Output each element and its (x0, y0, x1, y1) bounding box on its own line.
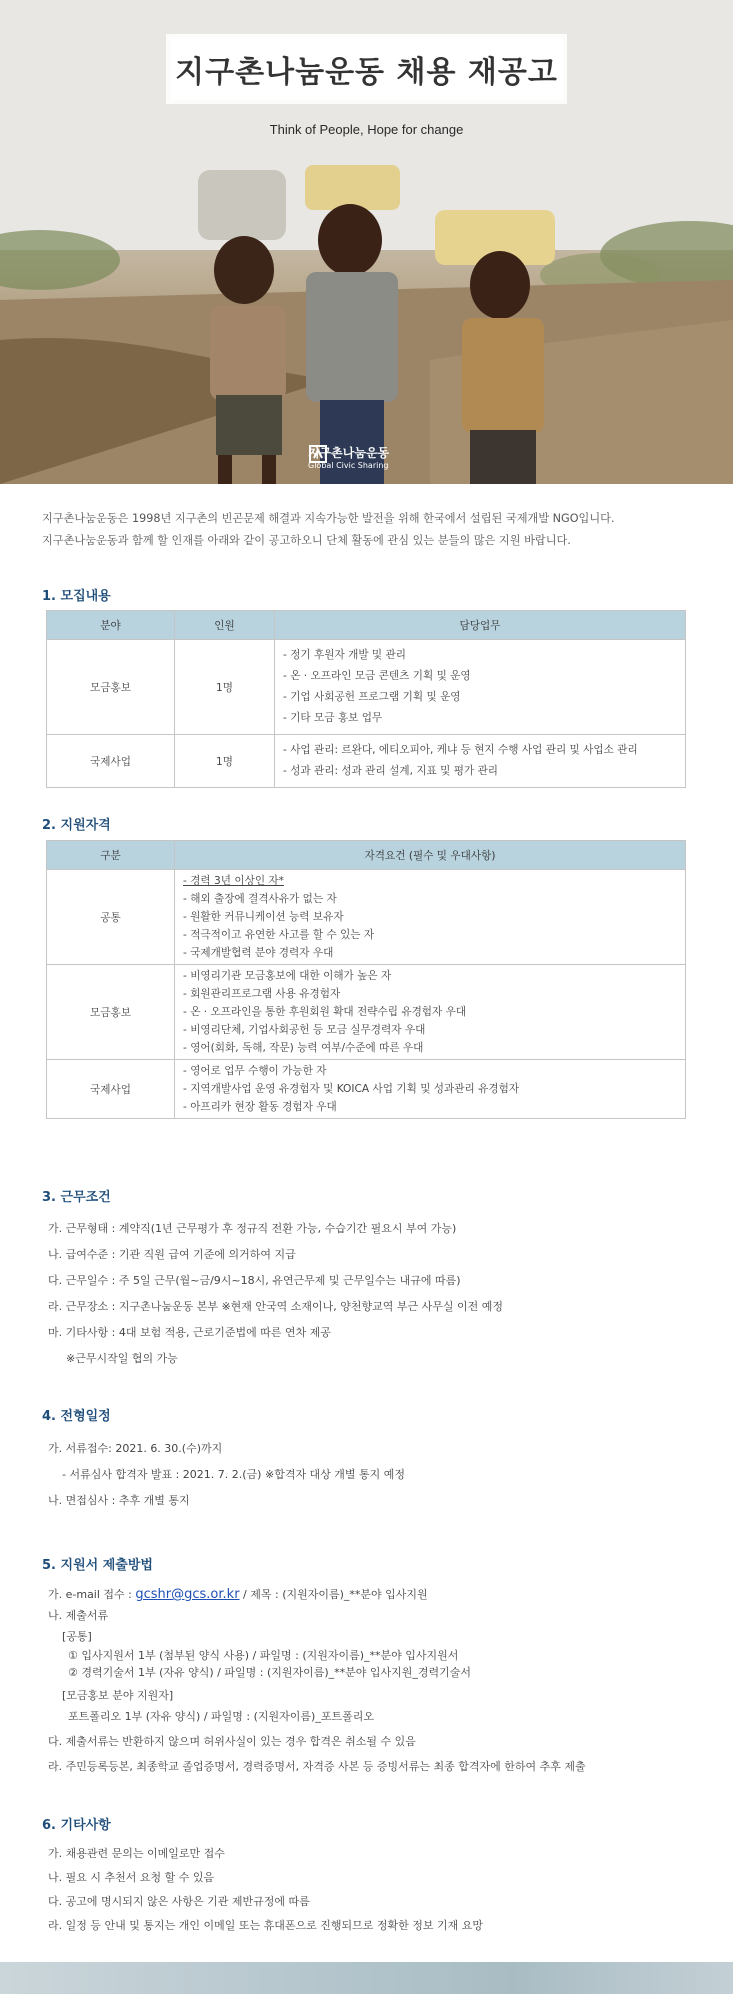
common-doc-1: ① 입사지원서 1부 (첨부된 양식 사용) / 파일명 : (지원자이름)_**분야 입사지원서 (68, 1649, 459, 1662)
footer-band (0, 1962, 733, 1994)
other-item: 라. 일정 등 안내 및 통지는 개인 이메일 또는 휴대폰으로 진행되므로 정확한 정보 기재 요망 (48, 1919, 483, 1932)
req-item: - 온 · 오프라인을 통한 후원회원 확대 전략수립 유경험자 우대 (183, 1006, 467, 1018)
duty-item: - 사업 관리: 르완다, 에티오피아, 케냐 등 현지 수행 사업 관리 및 사업소 관리 (283, 744, 638, 756)
req-item: - 경력 3년 이상인 자* (183, 875, 284, 887)
org-logo (308, 444, 389, 470)
page-title: 지구촌나눔운동 채용 재공고 (175, 55, 558, 90)
docs-label: 나. 제출서류 (48, 1609, 109, 1622)
submission-email-line (48, 1584, 586, 1605)
intro-line: 지구촌나눔운동과 함께 할 인재를 아래와 같이 공고하오니 단체 활동에 관심 있는 분들의 많은 지원 바랍니다. (42, 534, 571, 547)
other-item: 가. 채용관련 문의는 이메일로만 접수 (48, 1847, 225, 1860)
condition-item: 가. 근무형태 : 계약직(1년 근무평가 후 정규직 전환 가능, 수습기간 필요시 부여 가능) (48, 1222, 457, 1235)
duty-item: - 기업 사회공헌 프로그램 기획 및 운영 (283, 691, 461, 703)
req-item: - 원활한 커뮤니케이션 능력 보유자 (183, 911, 344, 923)
email-suffix: / 제목 : (지원자이름)_**분야 입사지원 (239, 1588, 428, 1601)
schedule-list (48, 1436, 405, 1514)
table-row (47, 735, 686, 788)
req-item: - 비영리단체, 기업사회공헌 등 모금 실무경력자 우대 (183, 1024, 426, 1036)
table-header: 자격요건 (필수 및 우대사항) (175, 841, 686, 870)
condition-item: 다. 근무일수 : 주 5일 근무(월~금/9시~18시, 유연근무제 및 근무일수는 내규에 따름) (48, 1274, 461, 1287)
table-cell-count: 1명 (175, 735, 275, 788)
condition-item: 나. 급여수준 : 기관 직원 급여 기준에 의거하여 지급 (48, 1248, 296, 1261)
intro-text (42, 508, 615, 552)
condition-note: ※근무시작일 협의 가능 (66, 1352, 178, 1365)
condition-item: 라. 근무장소 : 지구촌나눔운동 본부 ※현재 안국역 소재이나, 양천향교역 부근 사무실 이전 예정 (48, 1300, 504, 1313)
condition-item: 마. 기타사항 : 4대 보험 적용, 근로기준법에 따른 연차 제공 (48, 1326, 331, 1339)
table-cell-requirements (175, 965, 686, 1060)
schedule-item: 나. 면접심사 : 추후 개별 통지 (48, 1494, 190, 1507)
table-row (47, 640, 686, 735)
email-link[interactable]: gcshr@gcs.or.kr (135, 1587, 240, 1602)
submission-note: 다. 제출서류는 반환하지 않으며 허위사실이 있는 경우 합격은 취소될 수 있음 (48, 1735, 416, 1748)
conditions-list (48, 1216, 503, 1372)
table-header-row (47, 841, 686, 870)
table-cell-requirements (175, 870, 686, 965)
hero-banner (0, 0, 733, 484)
org-logo-icon (308, 444, 328, 464)
other-item: 나. 필요 시 추천서 요청 할 수 있음 (48, 1871, 215, 1884)
table-cell-duties (275, 640, 686, 735)
req-item: - 국제개발협력 분야 경력자 우대 (183, 947, 334, 959)
table-header: 담당업무 (275, 611, 686, 640)
fund-doc-1: 포트폴리오 1부 (자유 양식) / 파일명 : (지원자이름)_포트폴리오 (68, 1710, 374, 1723)
table-cell-field: 모금홍보 (47, 640, 175, 735)
tagline: Think of People, Hope for change (269, 122, 464, 137)
other-item: 다. 공고에 명시되지 않은 사항은 기관 제반규정에 따름 (48, 1895, 310, 1908)
table-cell-duties (275, 735, 686, 788)
intro-line: 지구촌나눔운동은 1998년 지구촌의 빈곤문제 해결과 지속가능한 발전을 위해 한국에서 설립된 국제개발 NGO입니다. (42, 512, 615, 525)
other-list (48, 1842, 483, 1938)
req-item: - 아프리카 현장 활동 경험자 우대 (183, 1101, 337, 1113)
email-prefix: 가. e-mail 접수 : (48, 1588, 136, 1601)
submission-list (48, 1584, 586, 1777)
section-title-schedule: 4. 전형일정 (42, 1409, 111, 1424)
qualifications-table (46, 840, 686, 1119)
req-item: - 회원관리프로그램 사용 유경험자 (183, 988, 341, 1000)
req-item: - 지역개발사업 운영 유경험자 및 KOICA 사업 기획 및 성과관리 유경험자 (183, 1083, 520, 1095)
schedule-item: - 서류심사 합격자 발표 : 2021. 7. 2.(금) ※합격자 대상 개별 통지 예정 (62, 1468, 406, 1481)
table-header: 구분 (47, 841, 175, 870)
common-doc-2: ② 경력기술서 1부 (자유 양식) / 파일명 : (지원자이름)_**분야 입사지원_경력기술서 (68, 1666, 472, 1679)
duty-item: - 온 · 오프라인 모금 콘텐츠 기획 및 운영 (283, 670, 471, 682)
section-title-conditions: 3. 근무조건 (42, 1190, 111, 1205)
table-header: 인원 (175, 611, 275, 640)
table-cell-category: 공통 (47, 870, 175, 965)
table-header-row (47, 611, 686, 640)
section-title-recruitment: 1. 모집내용 (42, 589, 111, 604)
table-cell-requirements (175, 1060, 686, 1119)
fund-label: [모금홍보 분야 지원자] (62, 1689, 174, 1702)
common-label: [공통] (62, 1630, 92, 1643)
req-item: - 영어로 업무 수행이 가능한 자 (183, 1065, 327, 1077)
table-header: 분야 (47, 611, 175, 640)
req-item: - 영어(회화, 독해, 작문) 능력 여부/수준에 따른 우대 (183, 1042, 424, 1054)
req-item: - 해외 출장에 결격사유가 없는 자 (183, 893, 337, 905)
org-logo-sub: Global Civic Sharing (308, 461, 389, 470)
table-cell-count: 1명 (175, 640, 275, 735)
table-row (47, 965, 686, 1060)
req-item: - 적극적이고 유연한 사고를 할 수 있는 자 (183, 929, 375, 941)
org-logo-name: 지구촌나눔운동 (308, 446, 390, 460)
req-item: - 비영리기관 모금홍보에 대한 이해가 높은 자 (183, 970, 392, 982)
table-row (47, 1060, 686, 1119)
table-cell-field: 국제사업 (47, 735, 175, 788)
duty-item: - 정기 후원자 개발 및 관리 (283, 649, 406, 661)
table-cell-category: 국제사업 (47, 1060, 175, 1119)
submission-note: 라. 주민등록등본, 최종학교 졸업증명서, 경력증명서, 자격증 사본 등 증빙서류는 최종 합격자에 한하여 추후 제출 (48, 1760, 586, 1773)
duty-item: - 기타 모금 홍보 업무 (283, 712, 383, 724)
section-title-qualifications: 2. 지원자격 (42, 818, 111, 833)
table-row (47, 870, 686, 965)
table-cell-category: 모금홍보 (47, 965, 175, 1060)
section-title-other: 6. 기타사항 (42, 1818, 111, 1833)
duty-item: - 성과 관리: 성과 관리 설계, 지표 및 평가 관리 (283, 765, 499, 777)
section-title-submission: 5. 지원서 제출방법 (42, 1558, 153, 1573)
page-title-box (170, 38, 563, 100)
recruitment-table (46, 610, 686, 788)
schedule-item: 가. 서류접수: 2021. 6. 30.(수)까지 (48, 1442, 223, 1455)
